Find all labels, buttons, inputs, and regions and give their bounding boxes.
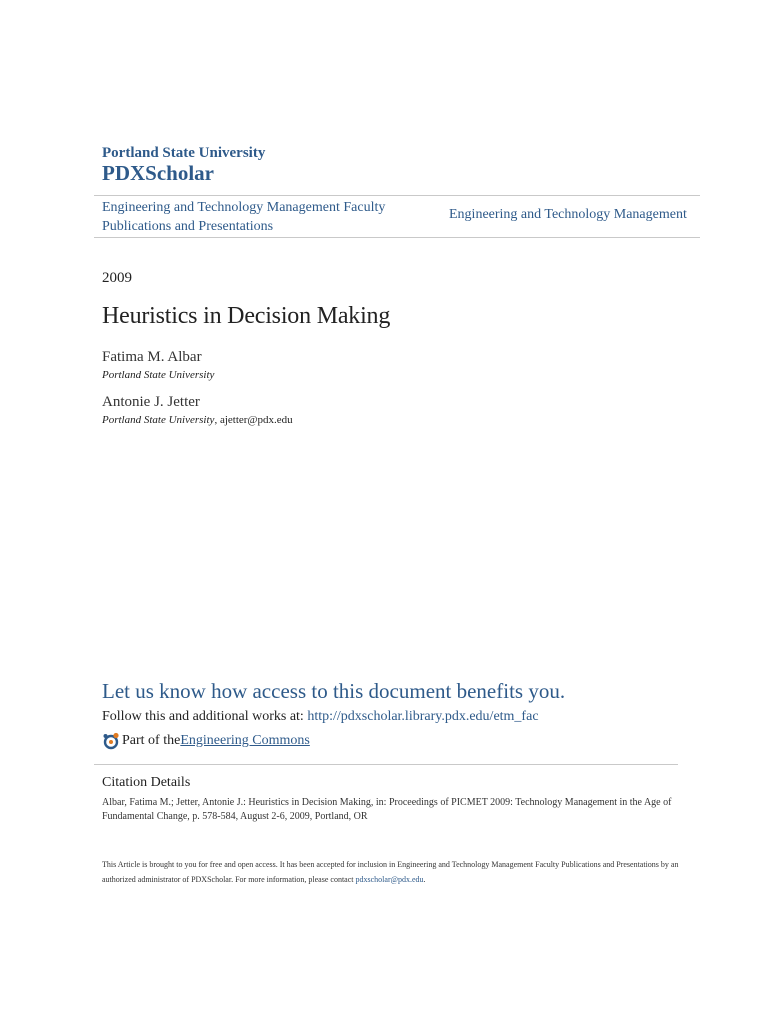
- collection-link-faculty-publications[interactable]: Engineering and Technology Management Faculty Publications and Presentations: [102, 200, 386, 234]
- institution-name: Portland State University: [102, 145, 266, 161]
- notice-suffix: .: [423, 875, 426, 884]
- author-affiliation-institution: Portland State University: [102, 414, 215, 426]
- publication-year: 2009: [102, 270, 132, 286]
- follow-works-line: [102, 709, 539, 725]
- open-access-notice: [102, 857, 702, 887]
- engineering-commons-link[interactable]: Engineering Commons: [180, 733, 310, 748]
- repository-name[interactable]: PDXScholar: [102, 161, 214, 185]
- commons-network-icon: [102, 732, 120, 750]
- author-affiliation: Portland State University: [102, 369, 215, 381]
- part-of-line: [102, 732, 310, 750]
- citation-divider: [94, 764, 678, 765]
- author-affiliation: [102, 414, 293, 426]
- top-divider: [94, 195, 700, 196]
- author-name: Fatima M. Albar: [102, 349, 202, 365]
- benefit-feedback-link[interactable]: Let us know how access to this document benefits you.: [102, 679, 566, 703]
- collection-link-department[interactable]: Engineering and Technology Management: [449, 207, 687, 222]
- follow-prefix: Follow this and additional works at:: [102, 709, 308, 724]
- collection-url-link[interactable]: http://pdxscholar.library.pdx.edu/etm_fac: [307, 709, 539, 724]
- collection-divider: [94, 237, 700, 238]
- citation-heading: Citation Details: [102, 775, 191, 790]
- author-email[interactable]: , ajetter@pdx.edu: [214, 414, 293, 426]
- contact-email-link[interactable]: pdxscholar@pdx.edu: [355, 875, 424, 884]
- part-of-prefix: Part of the: [122, 733, 181, 748]
- notice-text: This Article is brought to you for free and open access. It has been accepted for inclusion in Engineering and Technology Management Faculty Publications and Presentations by an authorized administrator of PDXScholar. For more information, please contact: [102, 860, 679, 884]
- author-name: Antonie J. Jetter: [102, 394, 200, 410]
- article-title: Heuristics in Decision Making: [102, 303, 391, 329]
- citation-text: Albar, Fatima M.; Jetter, Antonie J.: Heuristics in Decision Making, in: Proceedings of PICMET 2009: Technology Management in the Age of Fundamental Change, p. 578-584, August 2-6, 2009, Portland, OR: [102, 797, 672, 822]
